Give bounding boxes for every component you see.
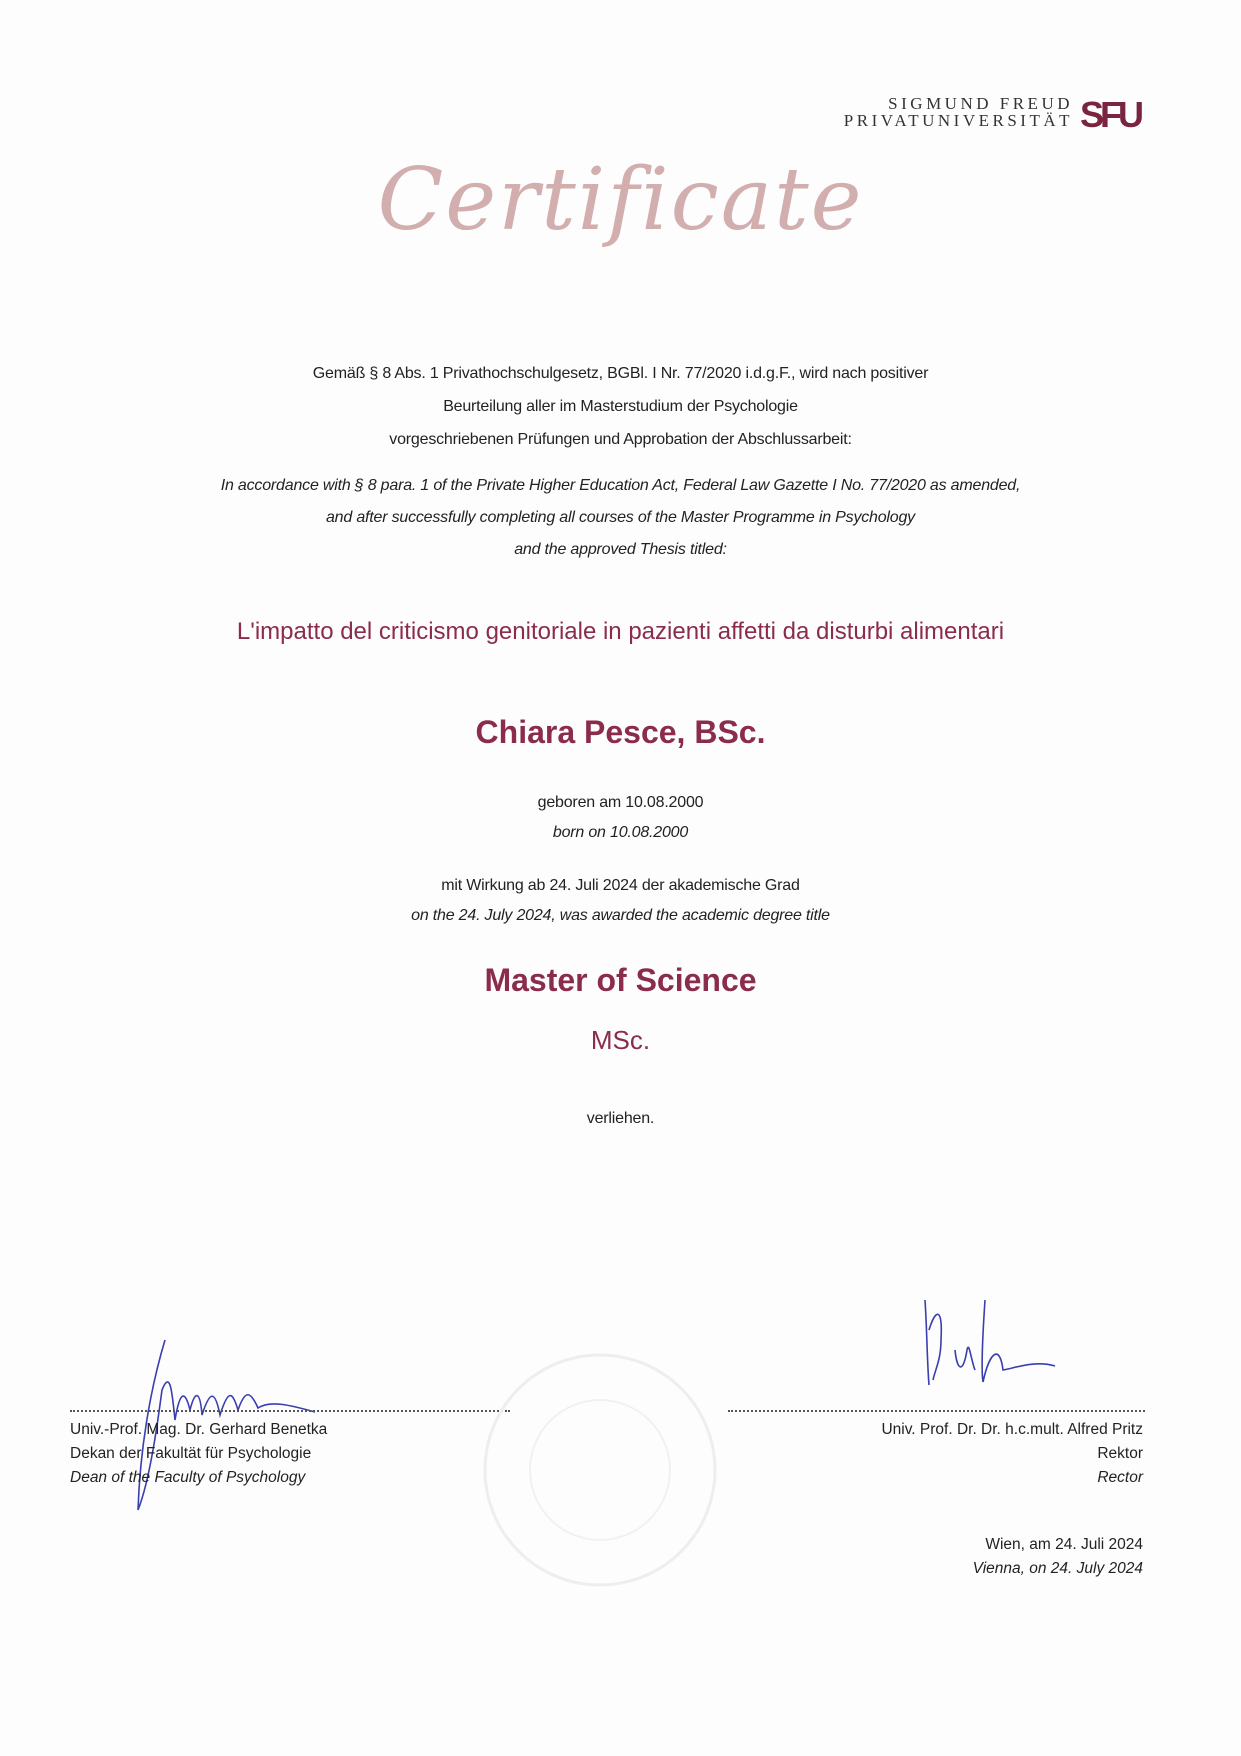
birth-date-german: geboren am 10.08.2000 bbox=[537, 794, 704, 811]
award-text-english: on the 24. July 2024, was awarded the academic degree title bbox=[411, 907, 830, 924]
conferred-text: verliehen. bbox=[586, 1110, 655, 1127]
dean-role-german: Dekan der Fakultät für Psychologie bbox=[70, 1445, 312, 1462]
signature-line-left bbox=[70, 1410, 510, 1412]
thesis-title: L'impatto del criticismo genitoriale in pazienti affetti da disturbi alimentari bbox=[236, 618, 1005, 645]
place-date-english: Vienna, on 24. July 2024 bbox=[972, 1560, 1143, 1577]
university-name bbox=[844, 95, 1073, 129]
place-date-block bbox=[973, 1533, 1143, 1581]
signature-line-right bbox=[728, 1410, 1145, 1412]
birth-date-english: born on 10.08.2000 bbox=[552, 824, 689, 841]
dean-name: Univ.-Prof. Mag. Dr. Gerhard Benetka bbox=[70, 1421, 328, 1438]
rector-block bbox=[881, 1418, 1143, 1490]
dean-role-english: Dean of the Faculty of Psychology bbox=[70, 1469, 306, 1486]
rector-role-german: Rektor bbox=[1097, 1445, 1143, 1462]
place-date-german: Wien, am 24. Juli 2024 bbox=[985, 1536, 1143, 1553]
dean-block bbox=[70, 1418, 327, 1490]
intro-english-line: In accordance with § 8 para. 1 of the Private Higher Education Act, Federal Law Gazette I No. 77/2020 as amended, bbox=[220, 477, 1021, 494]
sfu-logo: SFU bbox=[1080, 94, 1140, 135]
intro-german-line: vorgeschriebenen Prüfungen und Approbation der Abschlussarbeit: bbox=[389, 431, 852, 448]
university-name-line1: SIGMUND FREUD bbox=[888, 94, 1073, 113]
degree-title: Master of Science bbox=[484, 962, 757, 998]
intro-german-line: Gemäß § 8 Abs. 1 Privathochschulgesetz, BGBl. I Nr. 77/2020 i.d.g.F., wird nach positiver bbox=[312, 365, 929, 382]
certificate-title: Certificate bbox=[377, 150, 864, 250]
intro-english-line: and the approved Thesis titled: bbox=[514, 541, 727, 558]
intro-english-line: and after successfully completing all courses of the Master Programme in Psychology bbox=[325, 509, 915, 526]
rector-name: Univ. Prof. Dr. Dr. h.c.mult. Alfred Pritz bbox=[881, 1421, 1143, 1438]
rector-role-english: Rector bbox=[1097, 1469, 1143, 1486]
recipient-name: Chiara Pesce, BSc. bbox=[475, 714, 766, 750]
university-name-line2: PRIVATUNIVERSITÄT bbox=[843, 111, 1073, 130]
university-seal bbox=[470, 1340, 730, 1600]
award-text-german: mit Wirkung ab 24. Juli 2024 der akademische Grad bbox=[441, 877, 800, 894]
rector-signature bbox=[905, 1290, 1085, 1390]
intro-english bbox=[0, 470, 1241, 566]
degree-abbreviation: MSc. bbox=[590, 1025, 651, 1055]
intro-german bbox=[0, 357, 1241, 456]
intro-german-line: Beurteilung aller im Masterstudium der Psychologie bbox=[443, 398, 798, 415]
